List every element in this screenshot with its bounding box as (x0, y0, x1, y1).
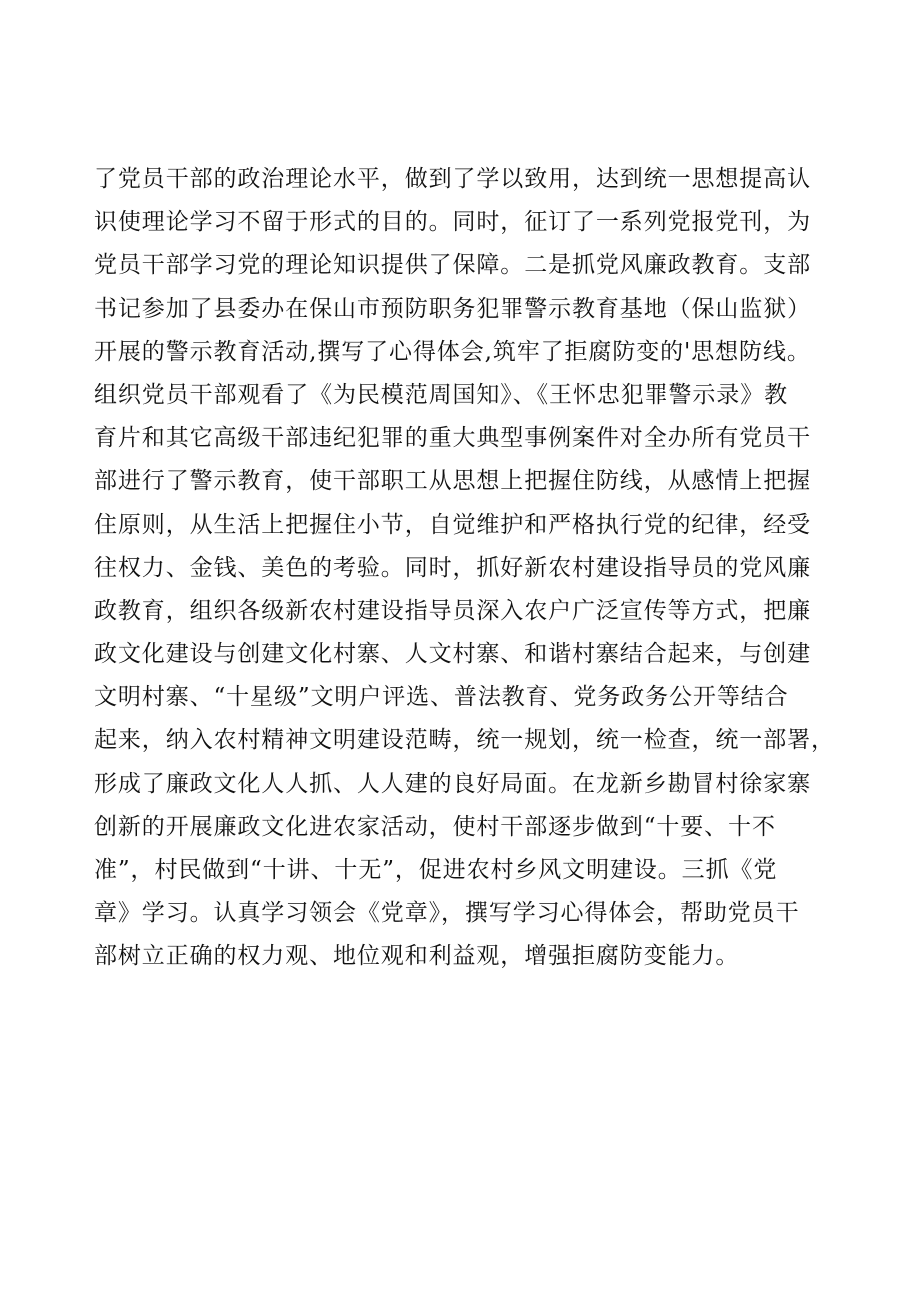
text-line-10: 往权力、金钱、美色的考验。同时，抓好新农村建设指导员的党风廉 (94, 554, 811, 581)
text-line-4: 书记参加了县委办在保山市预防职务犯罪警示教育基地（保山监狱） (94, 295, 811, 322)
text-line-8: 部进行了警示教育，使干部职工从思想上把握住防线，从感情上把握 (94, 468, 811, 495)
text-line-7: 育片和其它高级干部违纪犯罪的重大典型事例案件对全办所有党员干 (94, 425, 811, 452)
text-line-12: 政文化建设与创建文化村寨、人文村寨、和谐村寨结合起来，与创建 (94, 641, 811, 668)
text-line-2: 识使理论学习不留于形式的目的。同时，征订了一系列党报党刊，为 (94, 209, 811, 236)
text-line-17: 准”，村民做到“十讲、十无”，促进农村乡风文明建设。三抓《党 (94, 857, 778, 883)
text-line-3: 党员干部学习党的理论知识提供了保障。二是抓党风廉政教育。支部 (94, 252, 811, 279)
text-line-1: 了党员干部的政治理论水平，做到了学以致用，达到统一思想提高认 (94, 166, 811, 192)
text-line-6: 组织党员干部观看了《为民模范周国知》、《王怀忠犯罪警示录》教 (94, 381, 788, 408)
text-line-13: 文明村寨、“十星级”文明户评选、普法教育、党务政务公开等结合 (94, 684, 789, 711)
text-line-19: 部树立正确的权力观、地位观和利益观，增强拒腐防变能力。 (94, 943, 740, 970)
text-line-14: 起来，纳入农村精神文明建设范畴，统一规划，统一检查，统一部署， (94, 727, 835, 754)
text-line-16: 创新的开展廉政文化进农家活动，使村干部逐步做到“十要、十不 (94, 813, 776, 840)
text-line-18: 章》学习。认真学习领会《党章》，撰写学习心得体会，帮助党员干 (94, 900, 800, 927)
text-line-11: 政教育，组织各级新农村建设指导员深入农户广泛宣传等方式，把廉 (94, 597, 811, 624)
text-line-15: 形成了廉政文化人人抓、人人建的良好局面。在龙新乡勘冒村徐家寨 (94, 770, 811, 797)
text-line-9: 住原则，从生活上把握住小节，自觉维护和严格执行党的纪律，经受 (94, 511, 811, 538)
text-line-5: 开展的警示教育活动,撰写了心得体会,筑牢了拒腐防变的'思想防线。 (94, 338, 811, 365)
body-paragraph (94, 158, 834, 979)
